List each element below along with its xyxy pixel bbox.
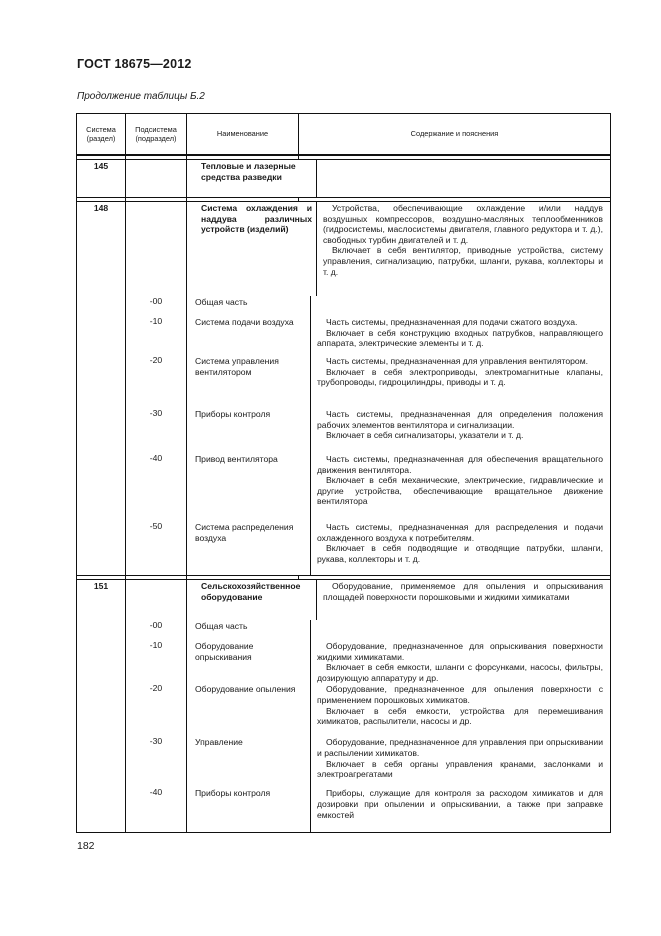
table-row	[77, 521, 610, 575]
subsystem-code: -40	[126, 453, 187, 521]
system-cell-empty	[77, 683, 126, 736]
subsystem-name: Общая часть	[187, 296, 311, 316]
subsystem-description	[311, 620, 610, 640]
description-paragraph: Включает в себя подводящие и отводящие патрубки, шланги, рукава, коллекторы и т. д.	[317, 543, 603, 564]
table-body	[77, 160, 610, 832]
subsystem-name: Приборы контроля	[187, 408, 311, 453]
subsystem-code: -00	[126, 620, 187, 640]
subsystem-name: Система распределения воздуха	[187, 521, 311, 575]
subsystem-name: Управление	[187, 736, 311, 787]
description-paragraph: Включает в себя органы управления кранами, заслонками и электроагрегатами	[317, 758, 603, 780]
subsystem-name: Оборудование опрыскивания	[187, 640, 311, 683]
section-description	[317, 202, 610, 296]
description-paragraph: Оборудование, предназначенное для опрыскивания поверхности жидкими химикатами.	[317, 641, 603, 662]
table-row	[77, 316, 610, 355]
subsystem-code: -20	[126, 355, 187, 408]
description-paragraph: Оборудование, предназначенное для управления при опрыскивании и распылении химикатов.	[317, 737, 603, 758]
description-paragraph: Приборы, служащие для контроля за расходом химикатов и для дозировки при опылении и опрыскивании, а также при заправке емкостей	[317, 788, 603, 820]
description-paragraph: Включает в себя сигнализаторы, указатели и т. д.	[326, 430, 524, 441]
subsystem-name: Привод вентилятора	[187, 453, 311, 521]
table-row	[77, 787, 610, 832]
description-paragraph: Включает в себя механические, электрические, гидравлические и другие устройства, обеспечивающие вращательное движение вентилятора	[317, 475, 603, 507]
subsystem-description	[311, 408, 610, 453]
subsystem-name: Общая часть	[187, 620, 311, 640]
header-name: Наименование	[187, 114, 299, 154]
system-cell-empty	[77, 408, 126, 453]
system-cell-empty	[77, 620, 126, 640]
description-paragraph: Устройства, обеспечивающие охлаждение и/или наддув воздушных компрессоров, воздушно-масляных теплообменников (гидросистемы, маслосистемы двигателя, главного редуктора и т. д.), свободных турбин двигателей и т. д.	[323, 203, 603, 245]
section-sub-empty	[126, 580, 187, 620]
system-cell-empty	[77, 736, 126, 787]
table-row	[77, 683, 610, 736]
subsystem-name: Система управления вентилятором	[187, 355, 311, 408]
subsystem-code: -30	[126, 408, 187, 453]
description-paragraph: Часть системы, предназначенная для определения положения рабочих элементов вентилятора и сигнализации.	[317, 409, 603, 430]
subsystem-description	[311, 453, 610, 521]
subsystem-name: Оборудование опыления	[187, 683, 311, 736]
system-cell-empty	[77, 316, 126, 355]
description-paragraph: Включает в себя электроприводы, электромагнитные клапаны, трубопроводы, гидроцилиндры, приводы и т. д.	[317, 366, 603, 388]
system-cell-empty	[77, 640, 126, 683]
table-row	[77, 296, 610, 316]
subsystem-code: -50	[126, 521, 187, 575]
header-content: Содержание и пояснения	[410, 129, 499, 139]
section-row	[77, 160, 610, 197]
section-sub-empty	[126, 160, 187, 197]
header-subsystem: Подсистема (подраздел)	[126, 114, 187, 154]
description-paragraph: Включает в себя емкости, устройства для перемешивания химикатов, распылители, насосы и др.	[317, 705, 603, 727]
subsystem-code: -10	[126, 640, 187, 683]
subsystem-name: Система подачи воздуха	[187, 316, 311, 355]
table-row	[77, 736, 610, 787]
table-row	[77, 620, 610, 640]
system-cell-empty	[77, 453, 126, 521]
section-sub-empty	[126, 202, 187, 296]
section-row	[77, 202, 610, 296]
description-paragraph: Часть системы, предназначенная для управления вентилятором.	[326, 356, 588, 366]
subsystem-code: -30	[126, 736, 187, 787]
subsystem-code: -00	[126, 296, 187, 316]
subsystem-description	[311, 316, 610, 355]
system-cell-empty	[77, 521, 126, 575]
subsystem-name: Приборы контроля	[187, 787, 311, 832]
subsystem-description	[311, 296, 610, 316]
document-title: ГОСТ 18675—2012	[77, 57, 192, 71]
description-paragraph: Оборудование, предназначенное для опыления поверхности с применением порошковых химикатов.	[317, 684, 603, 705]
description-paragraph: Включает в себя вентилятор, приводные устройства, систему управления, сигнализацию, патрубки, шланги, рукава, коллекторы и т. д.	[323, 245, 603, 277]
description-paragraph: Часть системы, предназначенная для подачи сжатого воздуха.	[326, 317, 578, 327]
section-title: Система охлаждения и наддува различных устройств (изделий)	[187, 202, 317, 296]
description-paragraph: Включает в себя емкости, шланги с форсунками, насосы, фильтры, дозирующую аппаратуру и др.	[317, 662, 603, 683]
subsystem-description	[311, 736, 610, 787]
table-header-row	[77, 114, 610, 156]
section-code: 151	[77, 580, 126, 620]
table-row	[77, 355, 610, 408]
subsystem-description	[311, 521, 610, 575]
system-cell-empty	[77, 355, 126, 408]
subsystem-description	[311, 355, 610, 408]
subsystem-description	[311, 683, 610, 736]
table-row	[77, 453, 610, 521]
subsystem-code: -10	[126, 316, 187, 355]
table-row	[77, 640, 610, 683]
description-paragraph: Оборудование, применяемое для опыления и опрыскивания площадей поверхности порошковыми и жидкими химикатами	[323, 581, 603, 602]
description-paragraph: Часть системы, предназначенная для обеспечения вращательного движения вентилятора.	[317, 454, 603, 475]
description-paragraph: Включает в себя конструкцию входных патрубков, направляющего аппарата, электрические элементы и т. д.	[317, 327, 603, 349]
subsystem-code: -20	[126, 683, 187, 736]
description-paragraph: Часть системы, предназначенная для распределения и подачи охлажденного воздуха к потребителям.	[317, 522, 603, 543]
subsystem-description	[311, 787, 610, 832]
section-title: Тепловые и лазерные средства разведки	[187, 160, 317, 197]
table-caption: Продолжение таблицы Б.2	[77, 91, 205, 102]
section-code: 145	[77, 160, 126, 197]
section-row	[77, 580, 610, 620]
section-description	[317, 160, 610, 197]
header-system: Система (раздел)	[77, 114, 126, 154]
subsystem-code: -40	[126, 787, 187, 832]
system-cell-empty	[77, 296, 126, 316]
section-description	[317, 580, 610, 620]
subsystem-description	[311, 640, 610, 683]
section-title: Сельскохозяйственное оборудование	[187, 580, 317, 620]
system-cell-empty	[77, 787, 126, 832]
page-number: 182	[77, 840, 95, 852]
classification-table	[76, 113, 611, 833]
table-row	[77, 408, 610, 453]
section-code: 148	[77, 202, 126, 296]
